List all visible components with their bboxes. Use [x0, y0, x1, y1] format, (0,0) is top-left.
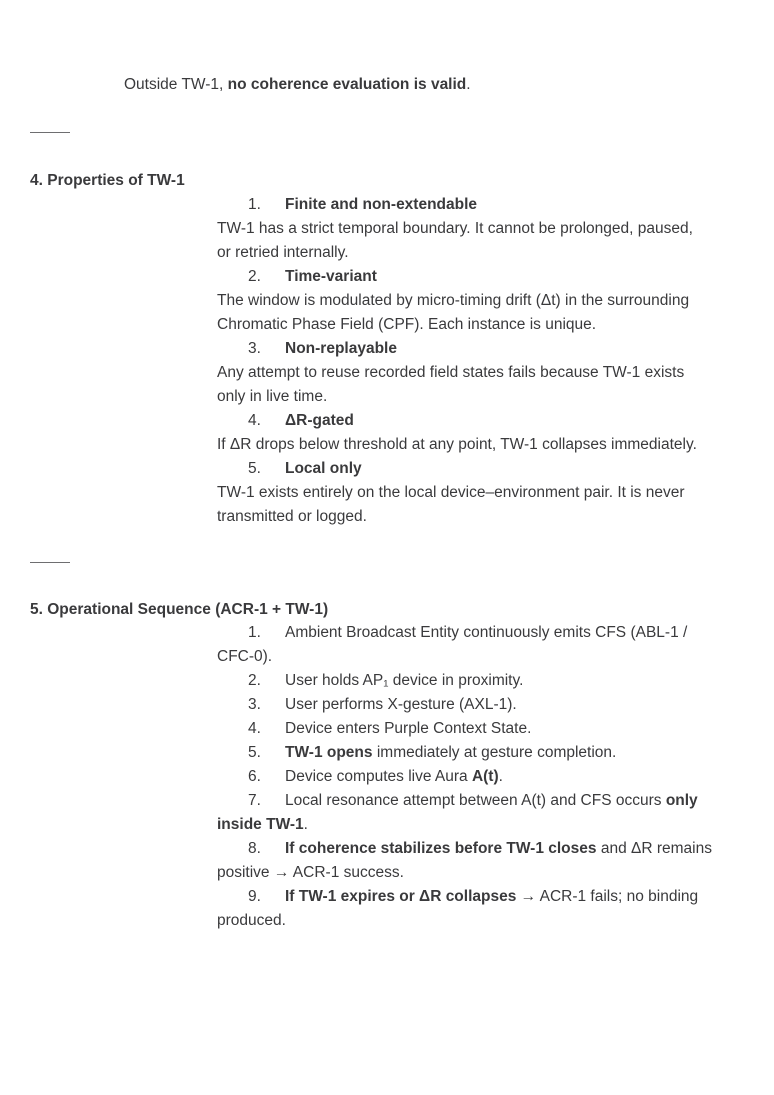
section-5-heading: 5. Operational Sequence (ACR-1 + TW-1): [30, 601, 329, 618]
item-continuation: inside TW-1.: [217, 816, 308, 833]
item-number: 4.: [248, 720, 261, 737]
item-number: 5.: [248, 744, 261, 761]
list-item: [217, 193, 737, 217]
list-item: 4. Device enters Purple Context State.: [217, 717, 737, 741]
item-body: The window is modulated by micro-timing drift (Δt) in the surrounding Chromatic Phase Field (CPF). Each instance is unique.: [217, 292, 690, 333]
item-continuation: positive → ACR-1 success.: [217, 864, 404, 881]
section-divider: [30, 132, 70, 133]
list-item: 7. Local resonance attempt between A(t) and CFS occurs only: [217, 789, 737, 813]
item-number: 1.: [248, 624, 261, 641]
section-4-list: [217, 193, 737, 529]
section-4-heading: 4. Properties of TW-1: [30, 172, 185, 189]
intro-bold: no coherence evaluation is valid: [227, 76, 467, 93]
list-item: 2. User holds AP₁ device in proximity.: [217, 669, 737, 693]
item-continuation: produced.: [217, 912, 286, 929]
item-number: 6.: [248, 768, 261, 785]
item-body: Any attempt to reuse recorded field states fails because TW-1 exists only in live time.: [217, 364, 685, 405]
list-item: [217, 457, 737, 481]
item-title: Local only: [285, 460, 362, 477]
section-divider: [30, 562, 70, 563]
list-item: [217, 409, 737, 433]
item-title: Non-replayable: [285, 340, 397, 357]
list-item: 3. User performs X-gesture (AXL-1).: [217, 693, 737, 717]
list-item: 6. Device computes live Aura A(t).: [217, 765, 737, 789]
item-title: Finite and non-extendable: [285, 196, 478, 213]
item-number: 3.: [248, 340, 261, 357]
item-title: ΔR-gated: [285, 412, 354, 429]
item-number: 4.: [248, 412, 261, 429]
item-number: 2.: [248, 672, 261, 689]
list-item: 9. If TW-1 expires or ΔR collapses → ACR-1 fails; no binding: [217, 885, 737, 909]
item-continuation: CFC-0).: [217, 648, 273, 665]
intro-statement: [124, 73, 471, 97]
item-number: 2.: [248, 268, 261, 285]
item-number: 7.: [248, 792, 261, 809]
item-number: 1.: [248, 196, 261, 213]
item-number: 3.: [248, 696, 261, 713]
intro-suffix: .: [466, 76, 471, 93]
item-number: 9.: [248, 888, 261, 905]
section-5-list: [217, 621, 737, 933]
list-item: 1. Ambient Broadcast Entity continuously emits CFS (ABL-1 /: [217, 621, 737, 645]
item-title: Time-variant: [285, 268, 377, 285]
item-body: If ΔR drops below threshold at any point, TW-1 collapses immediately.: [217, 436, 697, 453]
item-body: TW-1 exists entirely on the local device–environment pair. It is never transmitted or logged.: [217, 484, 685, 525]
intro-prefix: Outside TW-1,: [124, 76, 228, 93]
list-item: [217, 337, 737, 361]
list-item: 8. If coherence stabilizes before TW-1 closes and ΔR remains: [217, 837, 737, 861]
list-item: 5. TW-1 opens immediately at gesture completion.: [217, 741, 737, 765]
item-body: TW-1 has a strict temporal boundary. It cannot be prolonged, paused, or retried internally.: [217, 220, 693, 261]
list-item: [217, 265, 737, 289]
item-number: 5.: [248, 460, 261, 477]
item-number: 8.: [248, 840, 261, 857]
